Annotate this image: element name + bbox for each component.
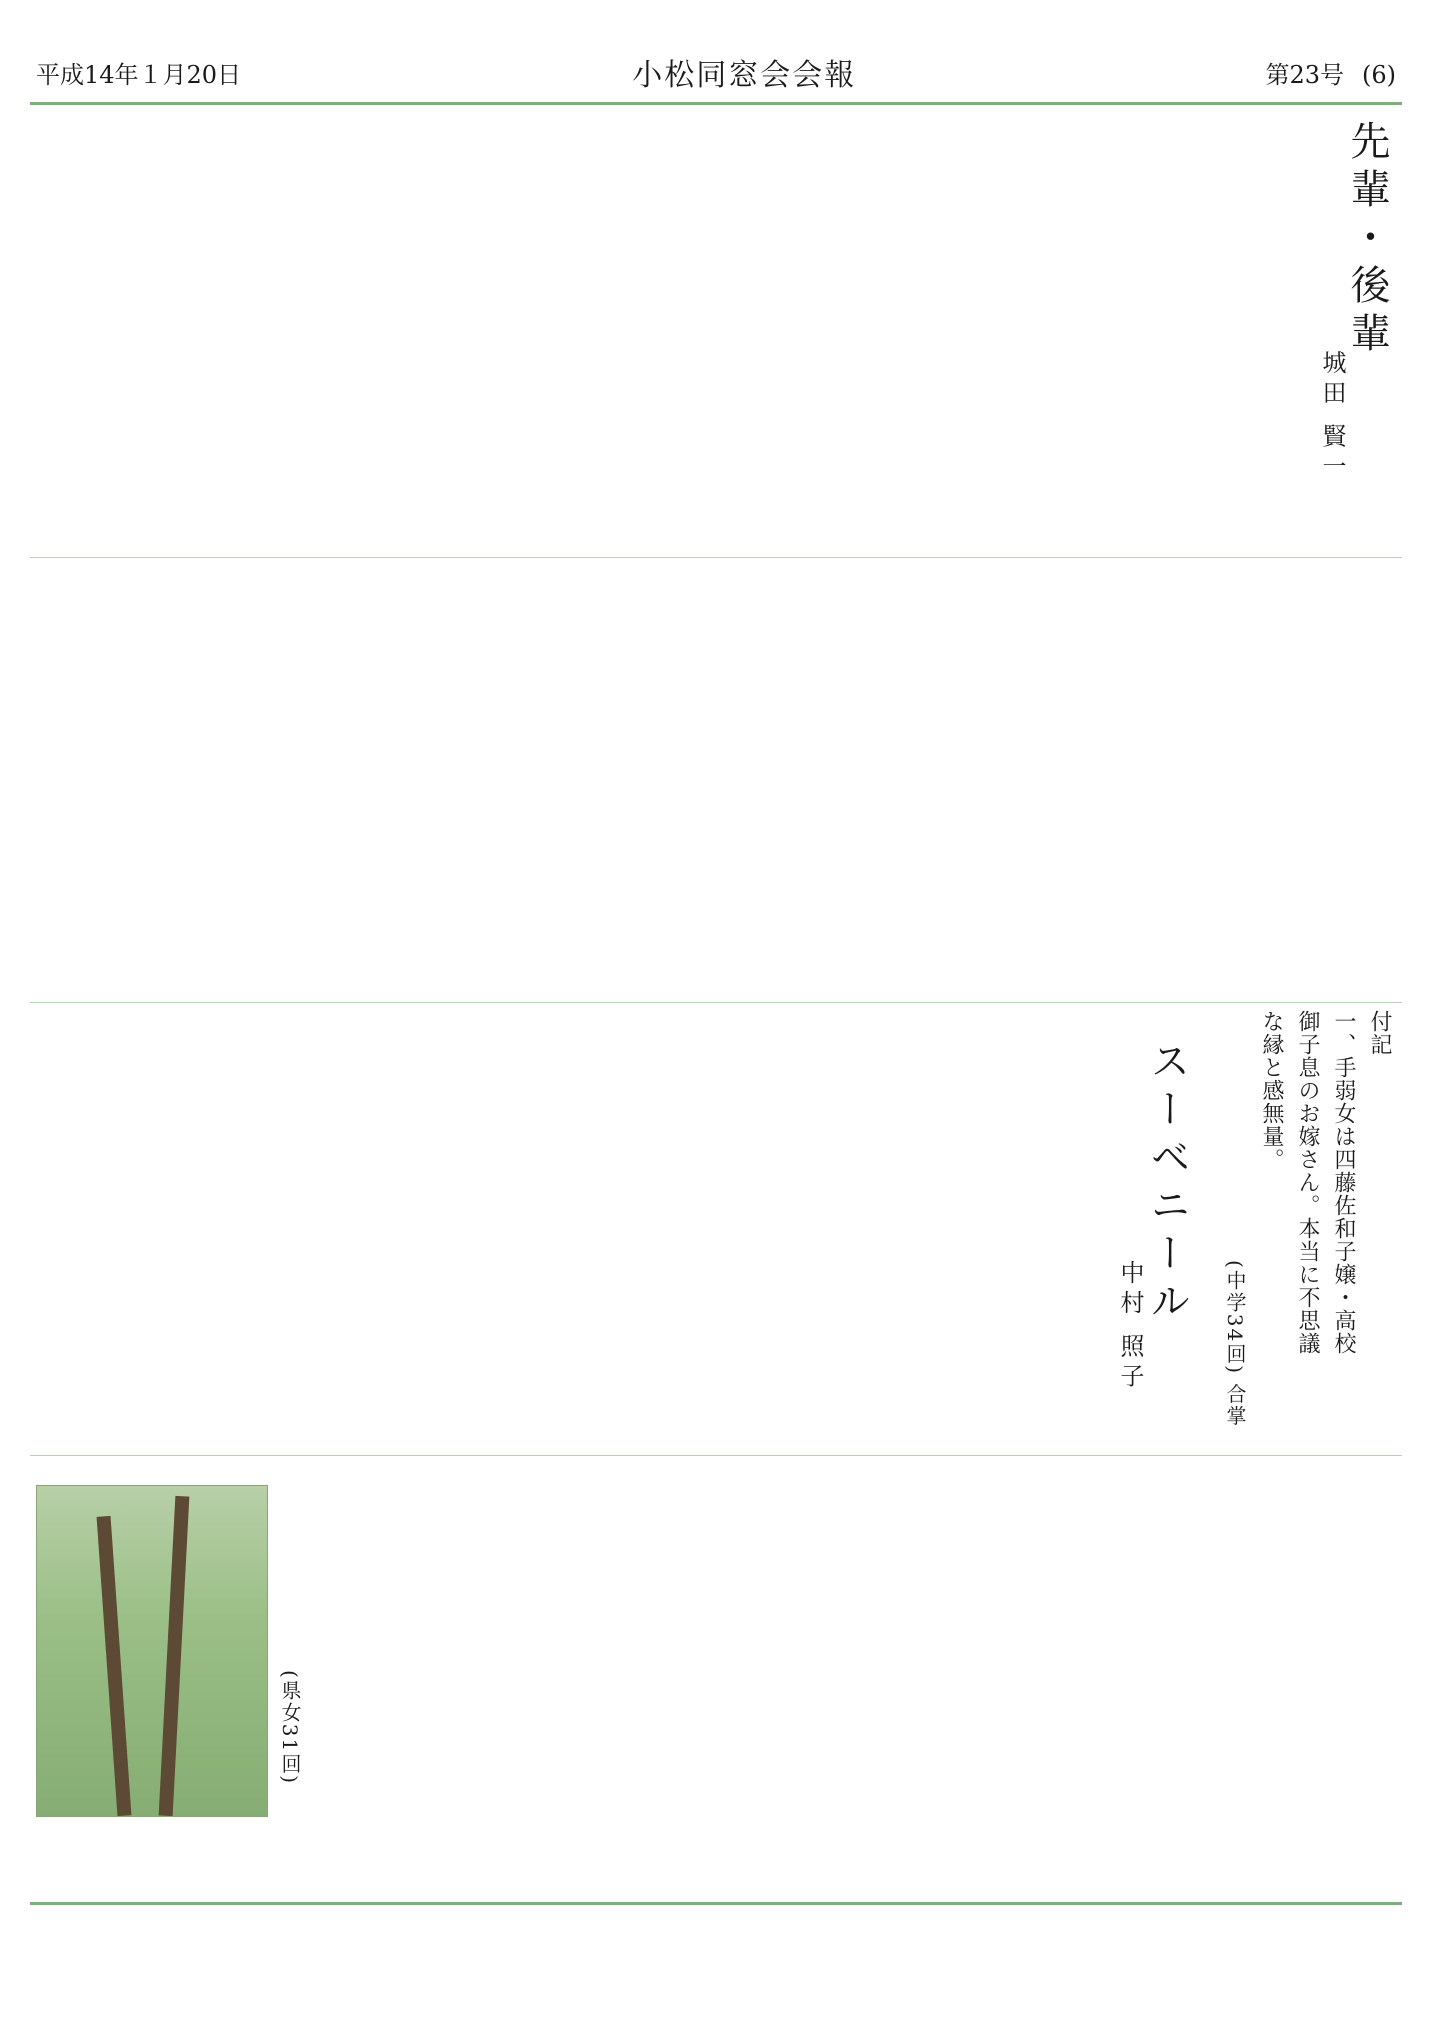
article2-tier4 [36,1470,1396,1890]
article1-title: 先輩・後輩 [1344,120,1390,360]
page-number: (6) [1362,60,1396,89]
footer-rule [30,1902,1402,1905]
article2-title: スーベニール [1144,1040,1190,1328]
notes-heading: 付記 [1367,1010,1392,1056]
notes-line-2: 御子息のお嫁さん。本当に不思議 [1295,1010,1320,1355]
issue-no: 第23号 [1265,60,1344,89]
article2-body-cont [306,1470,1396,1890]
notes-line-1: 一、手弱女は四藤佐和子嬢・高校 [1331,1010,1356,1355]
issue-number [1247,55,1396,90]
article1-body-cont [36,565,1396,995]
page-header [36,48,1396,96]
article2-author: 中村 照子 [1116,1260,1144,1394]
article1-tier1 [36,120,1396,550]
article1-tier2 [36,565,1396,995]
issue-date: 平成14年１月20日 [36,60,242,89]
notes-line-3: な縁と感無量。 [1259,1010,1284,1171]
newsletter-title: 小松同窓会会報 [632,58,857,93]
article1-body [36,120,1296,550]
article2-body [36,1010,1096,1440]
notes-tag: (中学34回) 合掌 [1223,1260,1247,1428]
tier-divider-1 [30,557,1402,558]
header-rule [30,102,1402,105]
tier3 [36,1010,1396,1440]
tier-divider-2 [30,1002,1402,1003]
article1-author: 城田 賢一 [1318,350,1346,484]
article2-tag: (県女31回) [278,1670,302,1786]
tier-divider-3 [30,1455,1402,1456]
